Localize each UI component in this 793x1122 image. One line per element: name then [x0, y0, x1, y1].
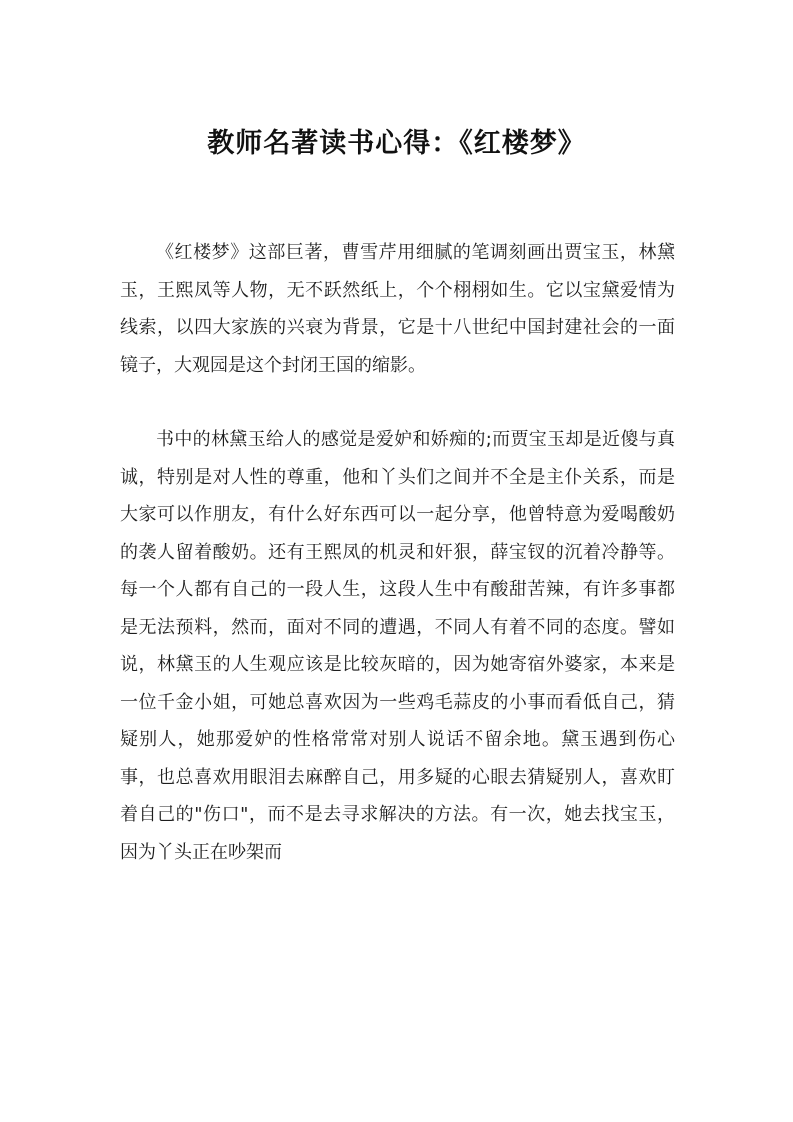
document-body: [120, 234, 675, 871]
document-title: 教师名著读书心得：《红楼梦》: [207, 128, 586, 159]
paragraph-2: 书中的林黛玉给人的感觉是爱妒和娇痴的;而贾宝玉却是近傻与真诚，特别是对人性的尊重，他和丫头们之间并不全是主仆关系，而是大家可以作朋友，有什么好东西可以一起分享，他曾特意为爱喝酸奶的袭人留着酸奶。还有王熙凤的机灵和奸狠，薛宝钗的沉着冷静等。每一个人都有自己的一段人生，这段人生中有酸甜苦辣，有许多事都是无法预料，然而，面对不同的遭遇，不同人有着不同的态度。譬如说，林黛玉的人生观应该是比较灰暗的，因为她寄宿外婆家，本来是一位千金小姐，可她总喜欢因为一些鸡毛蒜皮的小事而看低自己，猜疑别人，她那爱妒的性格常常对别人说话不留余地。黛玉遇到伤心事，也总喜欢用眼泪去麻醉自己，用多疑的心眼去猜疑别人，喜欢盯着自己的"伤口"，而不是去寻求解决的方法。有一次，她去找宝玉，因为丫头正在吵架而: [120, 429, 675, 863]
paragraph-1: 《红楼梦》这部巨著，曹雪芹用细腻的笔调刻画出贾宝玉，林黛玉，王熙凤等人物，无不跃然纸上，个个栩栩如生。它以宝黛爱情为线索，以四大家族的兴衰为背景，它是十八世纪中国封建社会的一面镜子，大观园是这个封闭王国的缩影。: [120, 242, 675, 376]
